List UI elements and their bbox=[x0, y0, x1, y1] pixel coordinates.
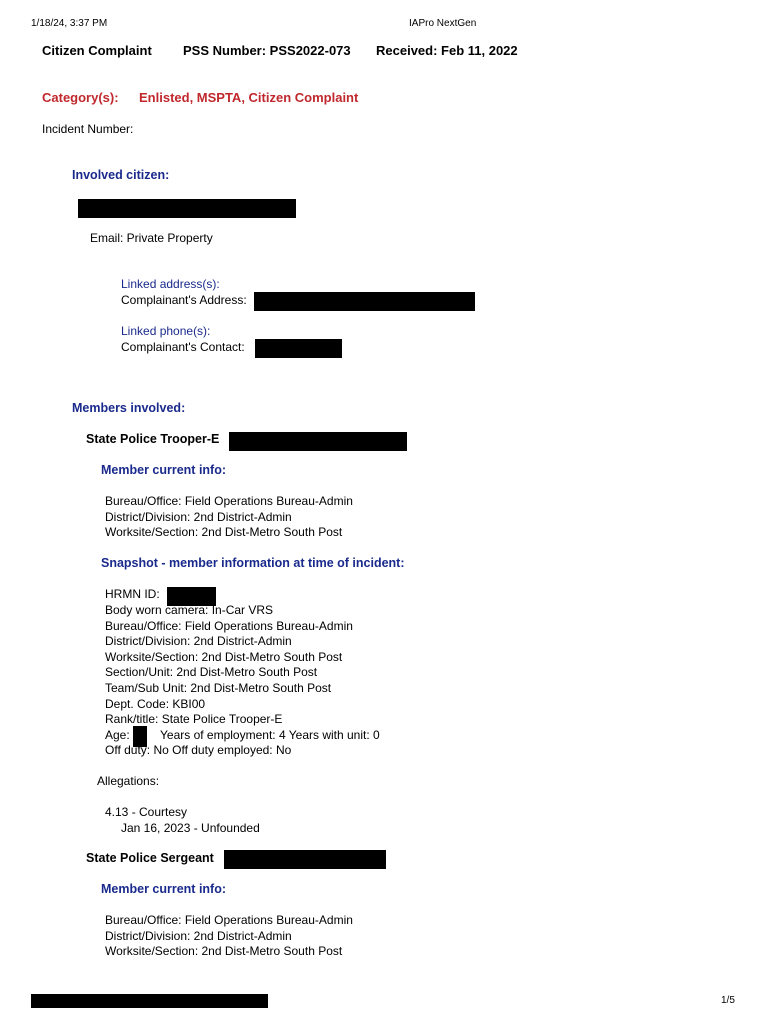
app-title: IAPro NextGen bbox=[409, 18, 477, 29]
redaction-footer-url bbox=[31, 994, 268, 1008]
pss-number: PSS Number: PSS2022-073 bbox=[183, 43, 351, 58]
citizen-email: Email: Private Property bbox=[90, 231, 213, 245]
allegation-finding: Jan 16, 2023 - Unfounded bbox=[121, 821, 260, 835]
snapshot-employment-years: Years of employment: 4 Years with unit: 0 bbox=[160, 728, 380, 742]
page-number: 1/5 bbox=[721, 995, 735, 1006]
member-1-snapshot-heading: Snapshot - member information at time of incident: bbox=[101, 556, 405, 570]
member-1-current-bureau: Bureau/Office: Field Operations Bureau-Admin bbox=[105, 494, 353, 508]
member-1-rank: State Police Trooper-E bbox=[86, 432, 220, 446]
snapshot-section-unit: Section/Unit: 2nd Dist-Metro South Post bbox=[105, 665, 318, 680]
allegations-heading: Allegations: bbox=[97, 774, 160, 788]
linked-phone-heading: Linked phone(s): bbox=[121, 324, 211, 338]
snapshot-team-sub-unit: Team/Sub Unit: 2nd Dist-Metro South Post bbox=[105, 680, 332, 695]
member-2-current-info bbox=[105, 913, 353, 960]
member-2-current-district: District/Division: 2nd District-Admin bbox=[105, 928, 292, 943]
snapshot-body-camera: Body worn camera: In-Car VRS bbox=[105, 603, 274, 617]
member-2-current-worksite: Worksite/Section: 2nd Dist-Metro South Post bbox=[105, 944, 343, 959]
snapshot-bureau: Bureau/Office: Field Operations Bureau-Admin bbox=[105, 618, 353, 633]
redaction-member-1-name bbox=[229, 432, 407, 451]
complainant-address-label: Complainant's Address: bbox=[121, 293, 247, 307]
members-involved-heading: Members involved: bbox=[72, 401, 186, 415]
redaction-member-2-name bbox=[224, 850, 386, 869]
category-value: Enlisted, MSPTA, Citizen Complaint bbox=[139, 90, 359, 105]
snapshot-age-label: Age: bbox=[105, 728, 130, 742]
member-1-current-info bbox=[105, 494, 353, 541]
snapshot-dept-code: Dept. Code: KBI00 bbox=[105, 696, 206, 711]
category-label: Category(s): bbox=[42, 90, 119, 105]
member-2-rank: State Police Sergeant bbox=[86, 851, 214, 865]
snapshot-off-duty: Off duty: No Off duty employed: No bbox=[105, 743, 292, 757]
complainant-contact-label: Complainant's Contact: bbox=[121, 340, 245, 354]
member-1-current-info-heading: Member current info: bbox=[101, 463, 227, 477]
allegation-code: 4.13 - Courtesy bbox=[105, 805, 188, 819]
incident-number-label: Incident Number: bbox=[42, 122, 134, 136]
print-datetime: 1/18/24, 3:37 PM bbox=[31, 18, 108, 29]
doc-type-title: Citizen Complaint bbox=[42, 43, 152, 58]
redaction-address bbox=[254, 292, 475, 311]
involved-citizen-heading: Involved citizen: bbox=[72, 168, 170, 182]
redaction-contact bbox=[255, 339, 342, 358]
snapshot-rank-title: Rank/title: State Police Trooper-E bbox=[105, 712, 283, 727]
member-1-current-district: District/Division: 2nd District-Admin bbox=[105, 509, 292, 524]
member-2-current-info-heading: Member current info: bbox=[101, 882, 227, 896]
member-2-current-bureau: Bureau/Office: Field Operations Bureau-Admin bbox=[105, 913, 353, 927]
snapshot-district: District/Division: 2nd District-Admin bbox=[105, 634, 292, 649]
linked-address-heading: Linked address(s): bbox=[121, 277, 220, 291]
member-1-snapshot-lines bbox=[105, 603, 353, 728]
received-date: Received: Feb 11, 2022 bbox=[376, 43, 518, 58]
redaction-citizen-name bbox=[78, 199, 296, 218]
member-1-hrmn-label: HRMN ID: bbox=[105, 587, 160, 601]
member-1-current-worksite: Worksite/Section: 2nd Dist-Metro South Post bbox=[105, 525, 343, 540]
snapshot-worksite: Worksite/Section: 2nd Dist-Metro South Post bbox=[105, 649, 343, 664]
